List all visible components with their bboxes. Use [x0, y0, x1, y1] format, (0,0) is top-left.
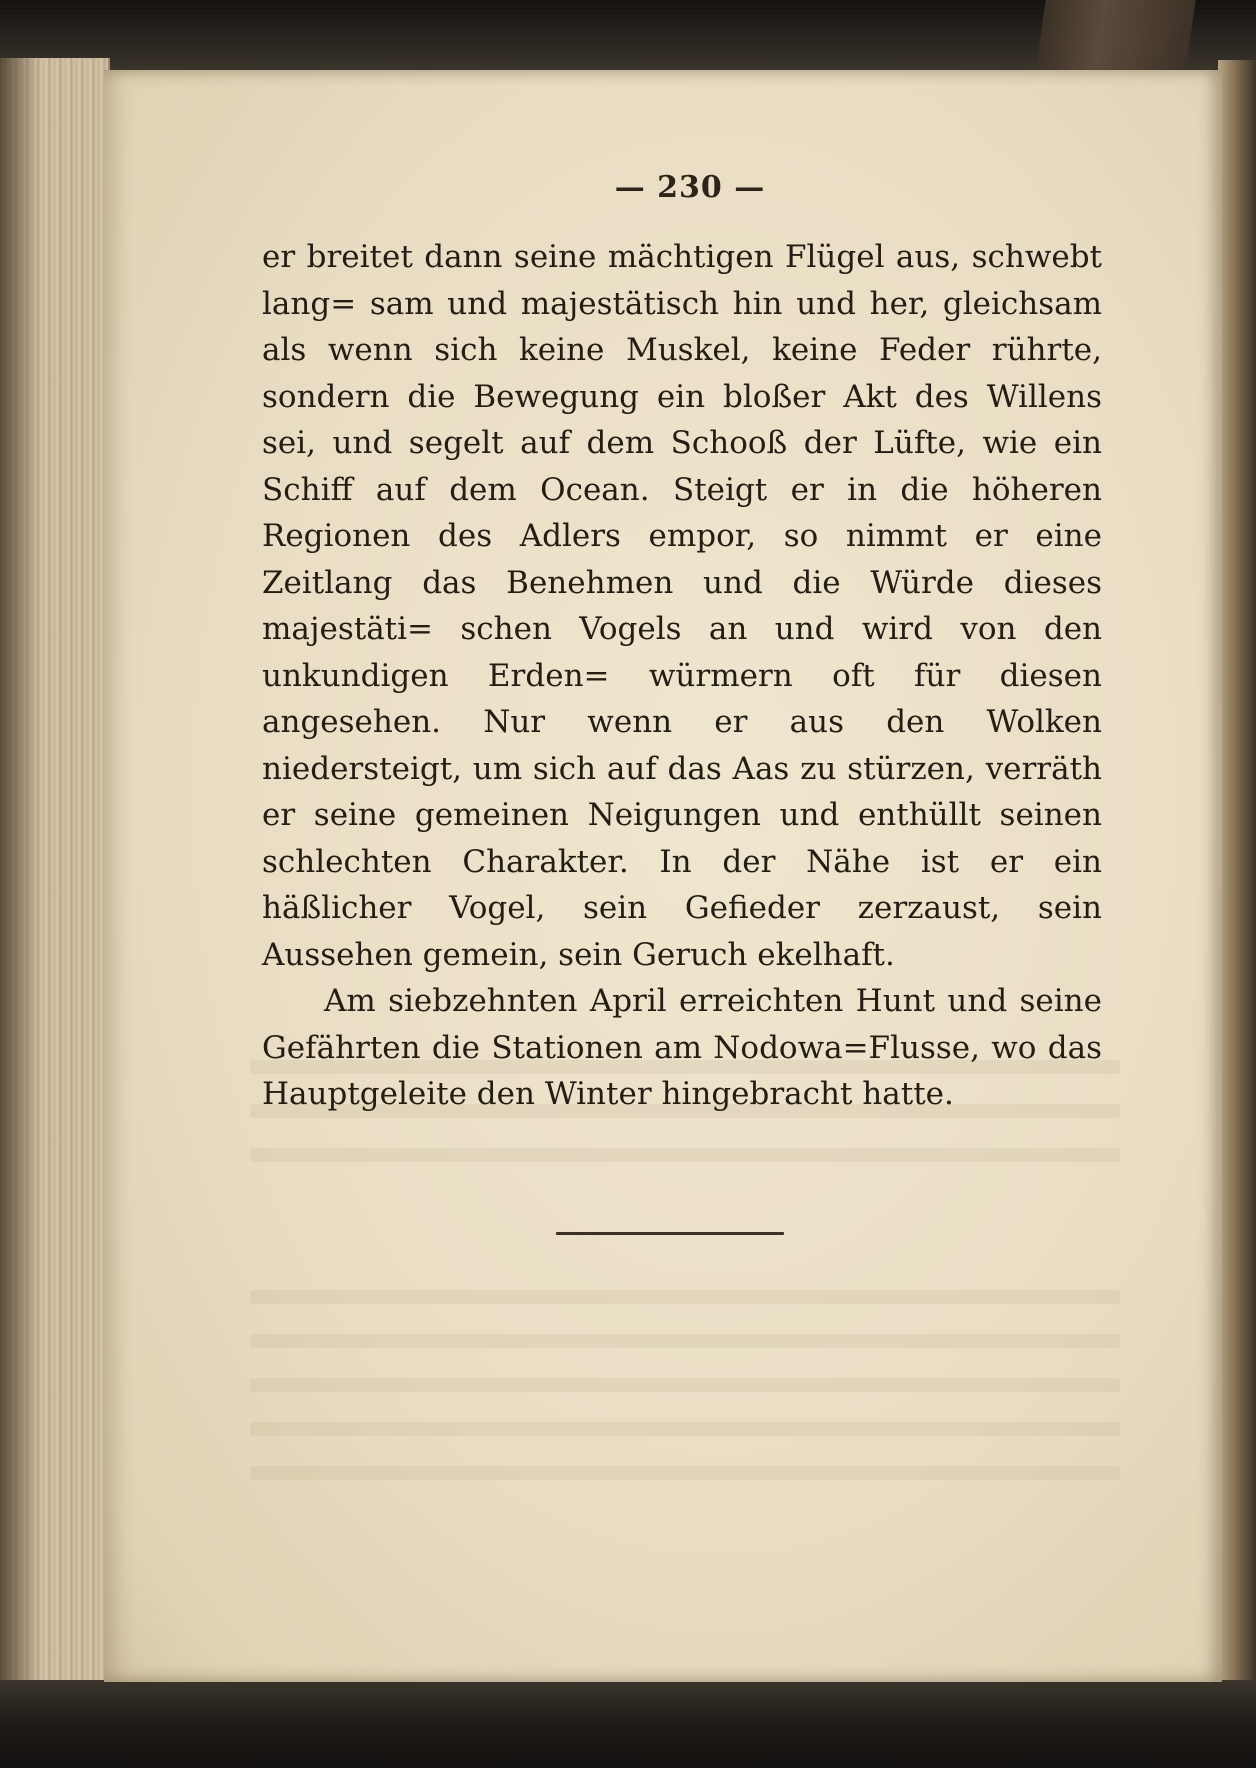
page-stack-shadow — [0, 58, 40, 1688]
bleed-through-line — [250, 1290, 1120, 1304]
book-right-edge — [1218, 60, 1256, 1700]
book-bottom-edge — [0, 1680, 1256, 1768]
bleed-through-line — [250, 1422, 1120, 1436]
bleed-through-line — [250, 1378, 1120, 1392]
bleed-through-line — [250, 1466, 1120, 1480]
binding-strap — [1034, 0, 1195, 80]
end-rule — [556, 1232, 784, 1235]
bleed-through-line — [250, 1148, 1120, 1162]
paragraph: Am siebzehnten April erreichten Hunt und seine Gefährten die Stationen am Nodowa=Flusse, wo das Hauptgeleite den Winter hingebracht hatte. — [262, 983, 1102, 1112]
bleed-through-line — [250, 1334, 1120, 1348]
paragraph: er breitet dann seine mächtigen Flügel aus, schwebt lang= sam und majestätisch hin und her, gleichsam als wenn sich keine Muskel, keine Feder rührte, sondern die Bewegung ein bloßer Akt des Willens sei, und segelt auf dem Schooß der Lüfte, wie ein Schiff auf dem Ocean. Steigt er in die höheren Regionen des Adlers empor, so nimmt er eine Zeitlang das Benehmen und die Würde dieses majestäti= schen Vogels an und wird von den unkundigen Erden= würmern oft für diesen angesehen. Nur wenn er aus den Wolken niedersteigt, um sich auf das Aas zu stürzen, verräth er seine gemeinen Neigungen und enthüllt seinen schlechten Charakter. In der Nähe ist er ein häßlicher Vogel, sein Gefieder zerzaust, sein Aussehen gemein, sein Geruch ekelhaft. — [262, 239, 1102, 973]
body-text — [262, 234, 1102, 1118]
page-number: — 230 — — [614, 170, 766, 205]
